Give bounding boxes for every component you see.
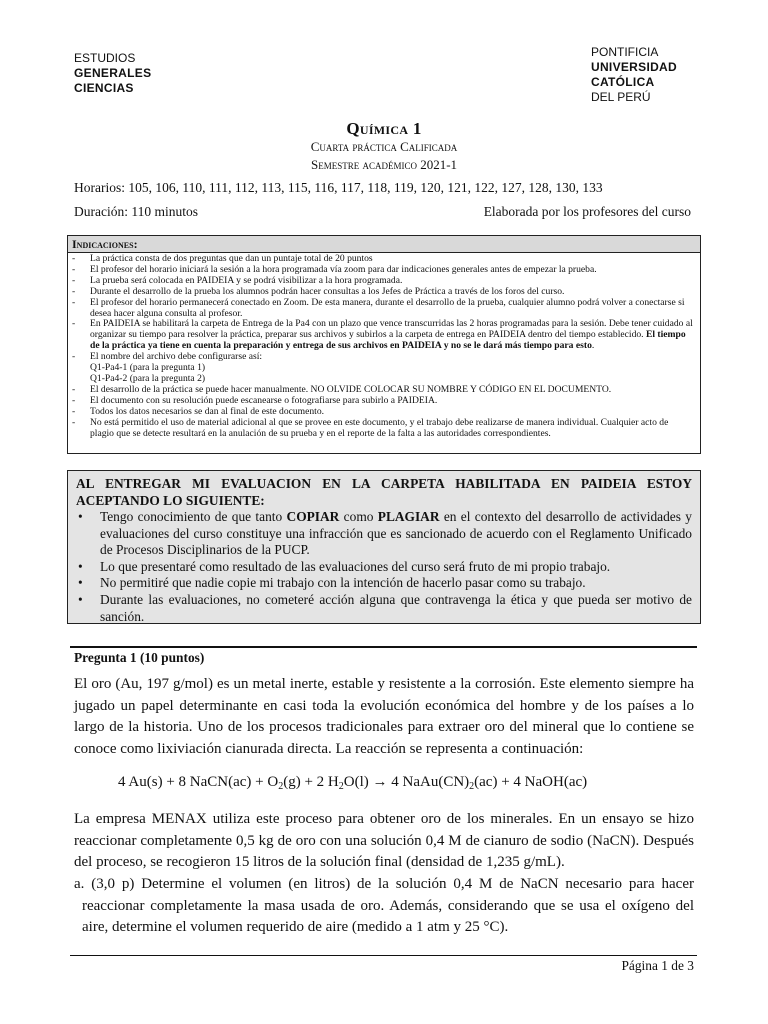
equation-subscript: 2 xyxy=(278,781,284,792)
equation-subscript: 2 xyxy=(469,781,475,792)
duracion-line: Duración: 110 minutos xyxy=(74,204,198,219)
equation-part: (g) + 2 H xyxy=(283,774,339,790)
dash-glyph: - xyxy=(72,394,76,406)
pucp-logo xyxy=(591,45,677,105)
dash-glyph: - xyxy=(72,253,76,264)
indicacion-item xyxy=(72,319,694,352)
bullet-glyph: • xyxy=(78,509,83,524)
aceptacion-item xyxy=(76,575,692,592)
aceptacion-title: AL ENTREGAR MI EVALUACION EN LA CARPETA HABILITADA EN PAIDEIA ESTOY ACEPTANDO LO SIGUIENTE: xyxy=(76,476,692,508)
footer-divider xyxy=(70,955,697,956)
logo-line-catolica: CATÓLICA xyxy=(591,75,655,89)
indicacion-bold-text: El tiempo de la práctica ya tiene en cuenta la preparación y entrega de sus archivos en PAIDEIA y no se le dará más tiempo para esto xyxy=(90,329,686,352)
pregunta-1-intro: El oro (Au, 197 g/mol) es un metal inerte, estable y resistente a la corrosión. Este elemento siempre ha jugado un papel determinante en casi toda la evolución económica del hombre y de los países a lo largo de la historia. Uno de los procesos tradicionales para extraer oro del mineral que lo contiene se conoce como lixiviación cianurada directa. La reacción se representa a continuación: xyxy=(74,676,694,757)
indicacion-text: El documento con su resolución puede escanearse o fotografiarse para subirlo a PAIDEIA. xyxy=(90,394,438,406)
dash-glyph: - xyxy=(72,263,76,275)
bullet-glyph: • xyxy=(78,575,83,591)
equation-part: O(l) → 4 NaAu(CN) xyxy=(343,774,470,790)
dash-glyph: - xyxy=(72,296,76,308)
aceptacion-text: Lo que presentaré como resultado de las evaluaciones del curso será fruto de mi propio trabajo. xyxy=(100,558,611,574)
bullet-glyph: • xyxy=(78,558,83,574)
indicacion-text: En PAIDEIA se habilitará la carpeta de Entrega de la Pa4 con un plazo que vence transcurridas las 2 horas programadas para la sesión. Debe tener cuidado al organizar su tiempo para resolver la práctica, preparar sus archivos y subirlos a la carpeta de entrega en PAIDEIA dentro del tiempo establecido. xyxy=(90,318,693,341)
logo-line-estudios: ESTUDIOS xyxy=(74,51,136,65)
indicacion-text: El desarrollo de la práctica se puede hacer manualmente. NO OLVIDE COLOCAR SU NOMBRE Y CÓDIGO EN EL DOCUMENTO. xyxy=(90,383,612,395)
section-divider xyxy=(70,646,697,648)
indicacion-item xyxy=(72,418,694,440)
aceptacion-text: Tengo conocimiento de que tanto xyxy=(100,509,287,524)
aceptacion-text: No permitiré que nadie copie mi trabajo con la intención de hacerlo pasar como su trabajo. xyxy=(100,575,586,591)
logo-line-pontificia: PONTIFICIA xyxy=(591,45,659,59)
indicacion-text: Q1-Pa4-1 (para la pregunta 1) xyxy=(90,362,206,374)
elaborada-line: Elaborada por los profesores del curso xyxy=(483,204,691,219)
bullet-glyph: • xyxy=(78,591,83,607)
dash-glyph: - xyxy=(72,416,76,428)
dash-glyph: - xyxy=(72,285,76,297)
aceptacion-box xyxy=(67,470,701,624)
dash-glyph: - xyxy=(72,318,76,330)
pregunta-1-context: La empresa MENAX utiliza este proceso para obtener oro de los minerales. En un ensayo se hizo reaccionar completamente 0,5 kg de oro con una solución 0,4 M de cianuro de sodio (NaCN). Después del proceso, se recogieron 15 litros de la solución final (densidad de 1,235 g/mL). xyxy=(74,811,694,870)
dash-glyph: - xyxy=(72,351,76,363)
horarios-line: Horarios: 105, 106, 110, 111, 112, 113, 115, 116, 117, 118, 119, 120, 121, 122, 127, 128, 130, 133 xyxy=(74,180,603,195)
indicacion-text: La prueba será colocada en PAIDEIA y se podrá visibilizar a la hora programada. xyxy=(90,274,403,286)
indicaciones-heading: Indicaciones: xyxy=(68,236,700,253)
indicacion-text: Durante el desarrollo de la prueba los alumnos podrán hacer consultas a los Jefes de Práctica a través de los foros del curso. xyxy=(90,285,565,297)
aceptacion-text: como xyxy=(339,509,378,524)
dash-glyph: - xyxy=(72,274,76,286)
aceptacion-item xyxy=(76,559,692,576)
estudios-generales-logo xyxy=(74,51,151,96)
indicacion-text: Q1-Pa4-2 (para la pregunta 2) xyxy=(90,372,206,384)
equation-part: 4 Au(s) + 8 NaCN(ac) + O xyxy=(118,774,279,790)
aceptacion-bold-plagiar: PLAGIAR xyxy=(377,509,440,524)
aceptacion-text: Durante las evaluaciones, no cometeré acción alguna que contravenga la ética y que pueda ser motivo de sanción. xyxy=(100,591,692,624)
indicacion-text: Todos los datos necesarios se dan al final de este documento. xyxy=(90,405,325,417)
indicacion-text: El profesor del horario permanecerá conectado en Zoom. De esta manera, durante el desarrollo de la prueba, cualquier alumno podrá volver a conectarse si desea hacer alguna consulta al profesor. xyxy=(90,296,685,319)
indicacion-text: No está permitido el uso de material adicional al que se provee en este documento, y el trabajo debe realizarse de manera individual. Cualquier acto de plagio que se detecte resultará en la anulación de su prueba y en el reporte de la falta a las autoridades correspondientes. xyxy=(90,416,669,439)
pregunta-1-part-a: a. (3,0 p) Determine el volumen (en litros) de la solución 0,4 M de NaCN necesario para hacer reaccionar completamente la masa usada de oro. Además, considerando que se usa el oxígeno del aire, determine el volumen requerido de aire (medido a 1 atm y 25 °C). xyxy=(74,876,694,935)
logo-line-universidad: UNIVERSIDAD xyxy=(591,60,677,74)
dash-glyph: - xyxy=(72,405,76,417)
indicacion-text: El nombre del archivo debe configurarse así: xyxy=(90,351,263,363)
aceptacion-text: en el contexto del desarrollo de actividades y evaluaciones del curso constituye una infracción que es sancionado de acuerdo con el Reglamento Unificado de Procesos Disciplinarios de la PUCP. xyxy=(100,509,692,558)
indicaciones-box xyxy=(67,235,701,454)
logo-line-generales: GENERALES xyxy=(74,66,152,80)
document-title: Química 1 xyxy=(346,119,422,138)
document-semester: Semestre académico 2021-1 xyxy=(310,157,458,172)
indicaciones-list xyxy=(68,253,700,439)
page-number: Página 1 de 3 xyxy=(621,958,694,973)
dash-glyph: - xyxy=(72,383,76,395)
pregunta-1-title: Pregunta 1 (10 puntos) xyxy=(74,650,205,665)
chemical-equation xyxy=(118,774,587,791)
aceptacion-bold-copiar: COPIAR xyxy=(286,509,340,524)
equation-part: (ac) + 4 NaOH(ac) xyxy=(474,774,588,790)
equation-subscript: 2 xyxy=(338,781,344,792)
indicacion-text-end: . xyxy=(591,340,595,352)
indicacion-text: La práctica consta de dos preguntas que dan un puntaje total de 20 puntos xyxy=(90,253,373,264)
aceptacion-item xyxy=(76,592,692,625)
logo-line-del-peru: DEL PERÚ xyxy=(591,90,651,104)
logo-line-ciencias: CIENCIAS xyxy=(74,81,134,95)
document-subtitle: Cuarta práctica Calificada xyxy=(310,139,458,154)
aceptacion-item xyxy=(76,509,692,559)
aceptacion-list xyxy=(76,509,692,625)
indicacion-item xyxy=(72,298,694,320)
indicacion-text: El profesor del horario iniciará la sesión a la hora programada vía zoom para dar indicaciones generales antes de empezar la prueba. xyxy=(90,263,597,275)
